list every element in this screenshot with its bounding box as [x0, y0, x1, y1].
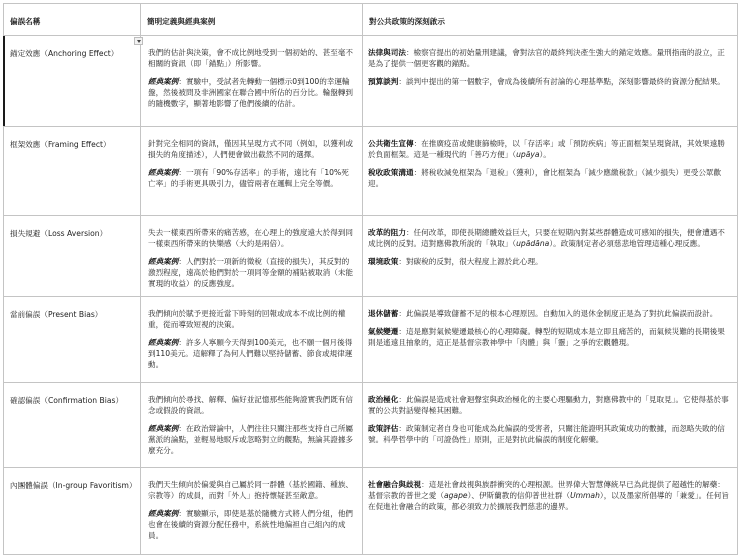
bias-name-cell[interactable]	[4, 216, 141, 297]
policy-cell[interactable]	[363, 216, 738, 297]
example-paragraph	[148, 76, 354, 109]
header-definition: 簡明定義與經典案例	[141, 4, 363, 36]
example-label: 經典案例	[148, 257, 179, 266]
policy-label: 環境政策	[368, 257, 399, 266]
policy-text: ：政策制定者自身也可能成為此偏誤的受害者，只關注能證明其政策成功的數據，而忽略失敗的信號。科學哲學中的「可證偽性」原則，正是對抗此偏誤的制度化解藥。	[368, 424, 725, 444]
policy-label: 預算談判	[368, 77, 399, 86]
definition-text: 針對完全相同的資訊，僅因其呈現方式不同（例如，以獲利或損失的角度描述），人們便會做出截然不同的選擇。	[148, 139, 354, 159]
header-policy: 對公共政策的深刻啟示	[363, 4, 738, 36]
policy-label: 公共衛生宣傳	[368, 139, 414, 148]
example-text: ：實驗中，受試者先轉動一個標示0到100的幸運輪盤，然後被問及非洲國家在聯合國中所佔的百分比。輪盤轉到的隨機數字，顯著地影響了他們後續的估計。	[148, 77, 354, 108]
policy-label: 稅收政策溝通	[368, 168, 414, 177]
table-row	[4, 297, 738, 383]
table-row	[4, 468, 738, 555]
policy-text-after: ）。政策制定者必須慈悲地管理這種心理反應。	[549, 239, 705, 248]
definition-text: 我們的估計與決策，會不成比例地受到一個初始的、甚至毫不相關的資訊（即「錨點」）所影響。	[148, 48, 354, 68]
policy-italic-term: agape	[443, 491, 468, 500]
example-label: 經典案例	[148, 338, 179, 347]
bias-name: 損失規避（Loss Aversion）	[10, 229, 108, 238]
policy-item	[368, 423, 731, 445]
example-text: ：實驗顯示，即使是基於隨機方式將人們分組，他們也會在後續的資源分配任務中，系統性地偏袒自己組內的成員。	[148, 509, 354, 540]
example-text: ：在政治辯論中，人們往往只關注那些支持自己所屬黨派的論點，並輕易地駁斥或忽略對立的觀點，無論其證據多麼充分。	[148, 424, 354, 455]
bias-name: 確認偏誤（Confirmation Bias）	[10, 396, 124, 405]
policy-cell[interactable]	[363, 297, 738, 383]
policy-item	[368, 47, 731, 69]
definition-cell[interactable]	[141, 468, 363, 555]
definition-cell[interactable]	[141, 36, 363, 127]
policy-text: ：對碳稅的反對，很大程度上源於此心理。	[398, 257, 543, 266]
policy-text-after: ）。	[539, 150, 551, 159]
policy-cell[interactable]	[363, 468, 738, 555]
definition-text: 我們傾向於賦予更接近當下時刻的回報或成本不成比例的權重，從而導致短視的決策。	[148, 309, 346, 329]
policy-label: 退休儲蓄	[368, 309, 399, 318]
cognitive-bias-table	[3, 3, 738, 555]
example-label: 經典案例	[148, 509, 179, 518]
example-text: ：一項有「90%存活率」的手術，遠比有「10%死亡率」的手術更具吸引力，儘管兩者在邏輯上完全等價。	[148, 168, 349, 188]
bias-name-cell[interactable]	[4, 127, 141, 216]
definition-text: 我們天生傾向於偏愛與自己屬於同一群體（基於國籍、種族、宗教等）的成員，而對「外人」抱持懷疑甚至敵意。	[148, 480, 354, 500]
example-label: 經典案例	[148, 77, 179, 86]
bias-name: 框架效應（Framing Effect）	[10, 140, 111, 149]
policy-cell[interactable]	[363, 383, 738, 468]
bias-name-cell[interactable]	[4, 468, 141, 555]
table-row	[4, 216, 738, 297]
definition-cell[interactable]	[141, 216, 363, 297]
policy-italic-term: upādāna	[516, 239, 550, 248]
policy-text-after-2: ），以及墨家所倡導的「兼愛」。任何旨在促進社會融合的政策，都必須致力於擴展我們慈悲的邊界。	[368, 491, 729, 511]
policy-italic-term-2: Ummah	[570, 491, 600, 500]
definition-text: 失去一樣東西所帶來的痛苦感，在心理上的強度遠大於得到同一樣東西所帶來的快樂感（大約是兩倍）。	[148, 228, 354, 248]
policy-cell[interactable]	[363, 36, 738, 127]
policy-label: 社會融合與歧視	[368, 480, 422, 489]
policy-text: ：此偏誤是導致儲蓄不足的根本心理原因。自動加入的退休金制度正是為了對抗此偏誤而設計。	[398, 309, 718, 318]
definition-cell[interactable]	[141, 383, 363, 468]
bias-name: 當前偏誤（Present Bias）	[10, 310, 103, 319]
bias-name-cell[interactable]	[4, 36, 141, 127]
bias-name: 內團體偏誤（In-group Favoritism）	[10, 481, 137, 490]
policy-item	[368, 167, 731, 189]
bias-name: 錨定效應（Anchoring Effect）	[10, 49, 119, 58]
example-text: ：人們對於一項新的徵稅（直接的損失），其反對的激烈程度，遠高於他們對於一項同等金額的補貼被取消（未能實現的收益）的反應強度。	[148, 257, 354, 288]
policy-item	[368, 76, 731, 87]
header-bias-name: 偏誤名稱	[4, 4, 141, 36]
policy-item	[368, 308, 731, 319]
cell-selection-marker	[3, 36, 5, 126]
policy-text: ：這是應對氣候變遷最核心的心理障礙。轉型的短期成本是立即且痛苦的，而氣候災難的長期後果則是遙遠且抽象的，這正是基督宗教神學中「肉體」與「靈」之爭的宏觀體現。	[368, 327, 725, 347]
policy-text: ：檢察官提出的初始量刑建議，會對法官的最終判決產生強大的錨定效應。量刑指南的設立，正是為了提供一個更客觀的錨點。	[368, 48, 725, 68]
example-text: ：許多人寧願今天得到100美元，也不願一個月後得到110美元。這解釋了為何人們難以堅持儲蓄、節食或規律運動。	[148, 338, 353, 369]
policy-label: 政策評估	[368, 424, 399, 433]
policy-label: 法律與司法	[368, 48, 406, 57]
example-label: 經典案例	[148, 168, 179, 177]
policy-label: 政治極化	[368, 395, 399, 404]
bias-name-cell[interactable]	[4, 383, 141, 468]
table-row	[4, 383, 738, 468]
definition-cell[interactable]	[141, 127, 363, 216]
policy-item	[368, 256, 731, 267]
policy-item	[368, 227, 731, 249]
policy-item	[368, 326, 731, 348]
example-paragraph	[148, 167, 354, 189]
policy-italic-term: upāya	[516, 150, 540, 159]
policy-text: ：此偏誤是造成社會迴聲室與政治極化的主要心理驅動力，對應佛教中的「見取見」。它使得基於事實的公共對話變得極其困難。	[368, 395, 729, 415]
table-header-row	[4, 4, 738, 36]
policy-text: ：這是社會歧視與族群衝突的心理根源。世界偉大智慧傳統早已為此提供了超越性的解藥：基督宗教的普世之愛（	[368, 480, 725, 500]
policy-text: ：任何改革，即使長期總體效益巨大，只要在短期內對某些群體造成可感知的損失，便會遭遇不成比例的反對。這對應佛教所說的「執取」（	[368, 228, 725, 248]
policy-text: ：在推廣疫苗或健康篩檢時，以「存活率」或「預防疾病」等正面框架呈現資訊，其效果遠勝於負面框架。這是一種現代的「善巧方便」（	[368, 139, 725, 159]
policy-text-after: ）、伊斯蘭教的信仰普世社群（	[467, 491, 571, 500]
policy-text: ：談判中提出的第一個數字，會成為後續所有討論的心理基準點，深刻影響最終的資源分配結果。	[398, 77, 725, 86]
policy-label: 氣候變遷	[368, 327, 399, 336]
example-paragraph	[148, 508, 354, 541]
policy-label: 改革的阻力	[368, 228, 406, 237]
example-paragraph	[148, 256, 354, 289]
policy-cell[interactable]	[363, 127, 738, 216]
bias-name-cell[interactable]	[4, 297, 141, 383]
chevron-down-icon[interactable]	[134, 37, 143, 45]
policy-text: ：將稅收減免框架為「退稅」（獲利），會比框架為「減少應繳稅款」（減少損失）更受公眾歡迎。	[368, 168, 722, 188]
table-row	[4, 127, 738, 216]
example-paragraph	[148, 337, 354, 370]
policy-item	[368, 394, 731, 416]
definition-cell[interactable]	[141, 297, 363, 383]
definition-text: 我們傾向於尋找、解釋、偏好並記憶那些能夠證實我們既有信念或假設的資訊。	[148, 395, 354, 415]
example-label: 經典案例	[148, 424, 179, 433]
policy-item	[368, 138, 731, 160]
policy-item	[368, 479, 731, 512]
example-paragraph	[148, 423, 354, 456]
table-row	[4, 36, 738, 127]
